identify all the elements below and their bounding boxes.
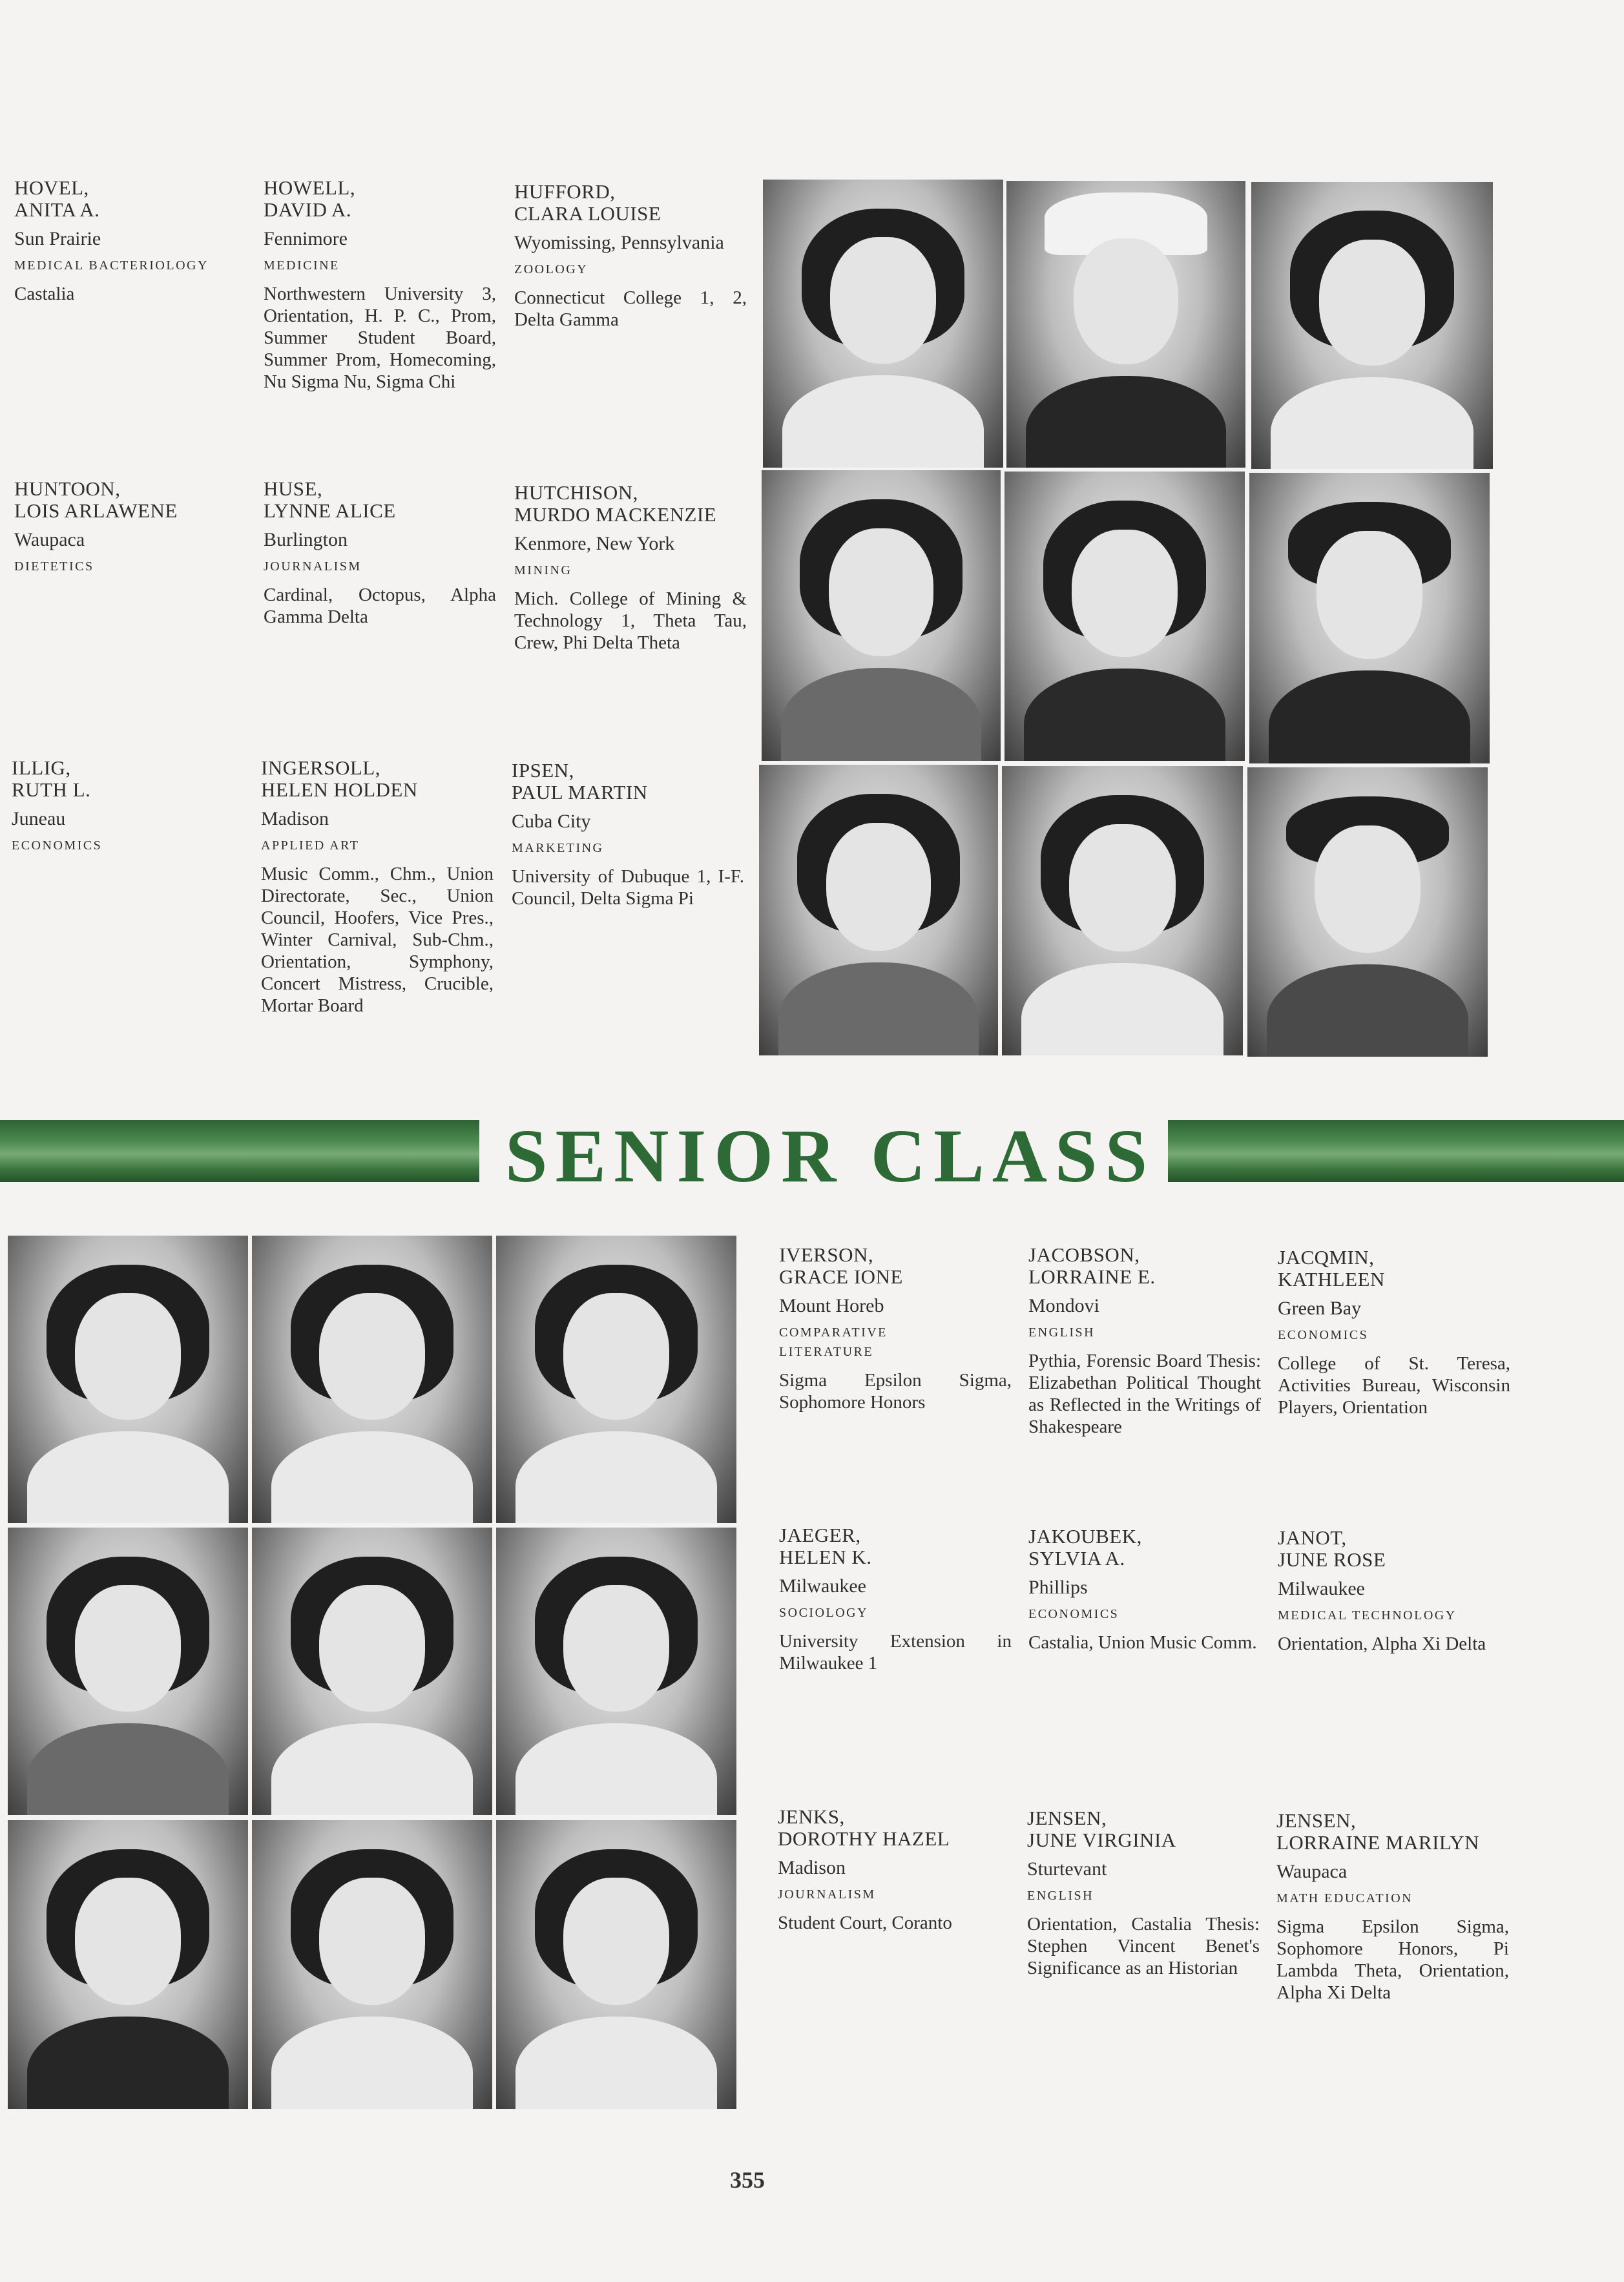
student-name: JENSEN, LORRAINE MARILYN: [1276, 1809, 1480, 1854]
student-name: JAKOUBEK, SYLVIA A.: [1028, 1525, 1142, 1570]
hometown: Burlington: [264, 529, 348, 550]
portrait-photo: [1006, 181, 1245, 468]
entry-ipsen: [512, 760, 744, 909]
student-name: HOVEL, ANITA A.: [14, 176, 100, 221]
student-name: HUNTOON, LOIS ARLAWENE: [14, 477, 178, 522]
portrait-photo: [8, 1236, 248, 1523]
student-name: HUSE, LYNNE ALICE: [264, 477, 396, 522]
activities: Northwestern University 3, Orientation, H. P. C., Prom, Summer Student Board, Summer Prom, Homecoming, Nu Sigma Nu, Sigma Chi: [264, 284, 496, 392]
entry-huse: [264, 478, 496, 628]
entry-jacobson: [1028, 1244, 1261, 1438]
student-name: JACOBSON, LORRAINE E.: [1028, 1243, 1156, 1288]
major: MATH EDUCATION: [1276, 1891, 1413, 1905]
entry-hutchison: [514, 482, 747, 654]
activities: College of St. Teresa, Activities Bureau, Wisconsin Players, Orientation: [1278, 1353, 1510, 1418]
entry-ingersoll: [261, 757, 494, 1017]
hometown: Madison: [261, 808, 329, 829]
portrait-photo: [8, 1528, 248, 1815]
hometown: Phillips: [1028, 1577, 1088, 1598]
major: ECONOMICS: [1278, 1328, 1369, 1342]
student-name: IVERSON, GRACE IONE: [779, 1243, 903, 1288]
entry-iverson: [779, 1244, 1012, 1413]
major: DIETETICS: [14, 559, 94, 574]
portrait-photo: [1251, 182, 1493, 469]
activities: Pythia, Forensic Board Thesis: Elizabethan Political Thought as Reflected in the Writings of Shakespeare: [1028, 1351, 1261, 1437]
major: MEDICINE: [264, 258, 340, 273]
activities: Castalia, Union Music Comm.: [1028, 1632, 1257, 1653]
entry-jensen-lorraine: [1276, 1810, 1509, 2004]
activities: Sigma Epsilon Sigma, Sophomore Honors: [779, 1370, 1012, 1413]
hometown: Mondovi: [1028, 1295, 1100, 1316]
major: SOCIOLOGY: [779, 1606, 869, 1620]
hometown: Fennimore: [264, 228, 348, 249]
student-name: JAEGER, HELEN K.: [779, 1524, 872, 1568]
hometown: Madison: [778, 1857, 846, 1878]
entry-jakoubek: [1028, 1526, 1261, 1654]
entry-huntoon: [14, 478, 247, 584]
student-name: HUTCHISON, MURDO MACKENZIE: [514, 481, 717, 526]
portrait-photo: [759, 765, 998, 1055]
portrait-photo: [496, 1820, 736, 2109]
hometown: Cuba City: [512, 811, 591, 832]
major: JOURNALISM: [264, 559, 362, 574]
student-name: HOWELL, DAVID A.: [264, 176, 356, 221]
entry-howell: [264, 177, 496, 393]
student-name: JENSEN, JUNE VIRGINIA: [1027, 1807, 1176, 1851]
major: ECONOMICS: [12, 838, 103, 853]
portrait-photo: [1247, 767, 1488, 1057]
major: MARKETING: [512, 841, 604, 855]
entry-jacqmin: [1278, 1247, 1510, 1418]
activities: Connecticut College 1, 2, Delta Gamma: [514, 287, 747, 330]
entry-jensen-june: [1027, 1807, 1260, 1979]
hometown: Wyomissing, Pennsylvania: [514, 232, 724, 253]
major: APPLIED ART: [261, 838, 360, 853]
banner-ribbon-right: [1168, 1120, 1624, 1182]
activities: Mich. College of Mining & Technology 1, Theta Tau, Crew, Phi Delta Theta: [514, 588, 747, 653]
portrait-photo: [1005, 472, 1245, 761]
hometown: Milwaukee: [1278, 1578, 1365, 1599]
portrait-photo: [762, 470, 1001, 761]
activities: University of Dubuque 1, I-F. Council, Delta Sigma Pi: [512, 866, 744, 909]
portrait-photo: [763, 180, 1003, 468]
portrait-photo: [252, 1236, 492, 1523]
hometown: Juneau: [12, 808, 66, 829]
hometown: Mount Horeb: [779, 1295, 884, 1316]
hometown: Waupaca: [1276, 1861, 1348, 1882]
portrait-photo: [496, 1236, 736, 1523]
activities: Orientation, Castalia Thesis: Stephen Vincent Benet's Significance as an Historian: [1027, 1914, 1260, 1978]
major: ENGLISH: [1028, 1325, 1096, 1340]
major: MEDICAL TECHNOLOGY: [1278, 1608, 1457, 1623]
activities: Sigma Epsilon Sigma, Sophomore Honors, Pi Lambda Theta, Orientation, Alpha Xi Delta: [1276, 1916, 1509, 2003]
activities: Castalia: [14, 284, 75, 304]
entry-jaeger: [779, 1524, 1012, 1674]
entry-hufford: [514, 181, 747, 331]
portrait-photo: [252, 1528, 492, 1815]
entry-jenks: [778, 1806, 1010, 1934]
hometown: Kenmore, New York: [514, 533, 675, 554]
banner-ribbon-left: [0, 1120, 479, 1182]
activities: Student Court, Coranto: [778, 1913, 952, 1933]
activities: Music Comm., Chm., Union Directorate, Sec., Union Council, Hoofers, Vice Pres., Winter Carnival, Sub-Chm., Orientation, Symphony, Concert Mistress, Crucible, Mortar Board: [261, 864, 494, 1016]
major: JOURNALISM: [778, 1887, 876, 1902]
major: MINING: [514, 563, 572, 577]
hometown: Sturtevant: [1027, 1858, 1107, 1880]
entry-illig: [12, 757, 244, 863]
major: ENGLISH: [1027, 1889, 1094, 1903]
page-number: 355: [730, 2167, 765, 2193]
section-title: SENIOR CLASS: [505, 1114, 1156, 1198]
student-name: JENKS, DOROTHY HAZEL: [778, 1805, 950, 1850]
major: ECONOMICS: [1028, 1607, 1119, 1621]
hometown: Green Bay: [1278, 1298, 1362, 1319]
portrait-photo: [252, 1820, 492, 2109]
entry-janot: [1278, 1527, 1510, 1655]
major: MEDICAL BACTERIOLOGY: [14, 258, 209, 273]
student-name: IPSEN, PAUL MARTIN: [512, 759, 648, 804]
student-name: ILLIG, RUTH L.: [12, 756, 91, 801]
portrait-photo: [1002, 766, 1243, 1055]
student-name: JACQMIN, KATHLEEN: [1278, 1246, 1385, 1291]
student-name: HUFFORD, CLARA LOUISE: [514, 180, 661, 225]
major: ZOOLOGY: [514, 262, 588, 276]
portrait-photo: [8, 1820, 248, 2109]
entry-hovel: [14, 177, 247, 305]
activities: University Extension in Milwaukee 1: [779, 1631, 1012, 1674]
hometown: Sun Prairie: [14, 228, 101, 249]
hometown: Waupaca: [14, 529, 85, 550]
activities: Orientation, Alpha Xi Delta: [1278, 1634, 1486, 1654]
activities: Cardinal, Octopus, Alpha Gamma Delta: [264, 585, 496, 627]
portrait-photo: [496, 1528, 736, 1815]
student-name: JANOT, JUNE ROSE: [1278, 1526, 1386, 1571]
student-name: INGERSOLL, HELEN HOLDEN: [261, 756, 418, 801]
major: COMPARATIVE LITERATURE: [779, 1325, 888, 1359]
hometown: Milwaukee: [779, 1575, 866, 1597]
portrait-photo: [1249, 473, 1490, 763]
